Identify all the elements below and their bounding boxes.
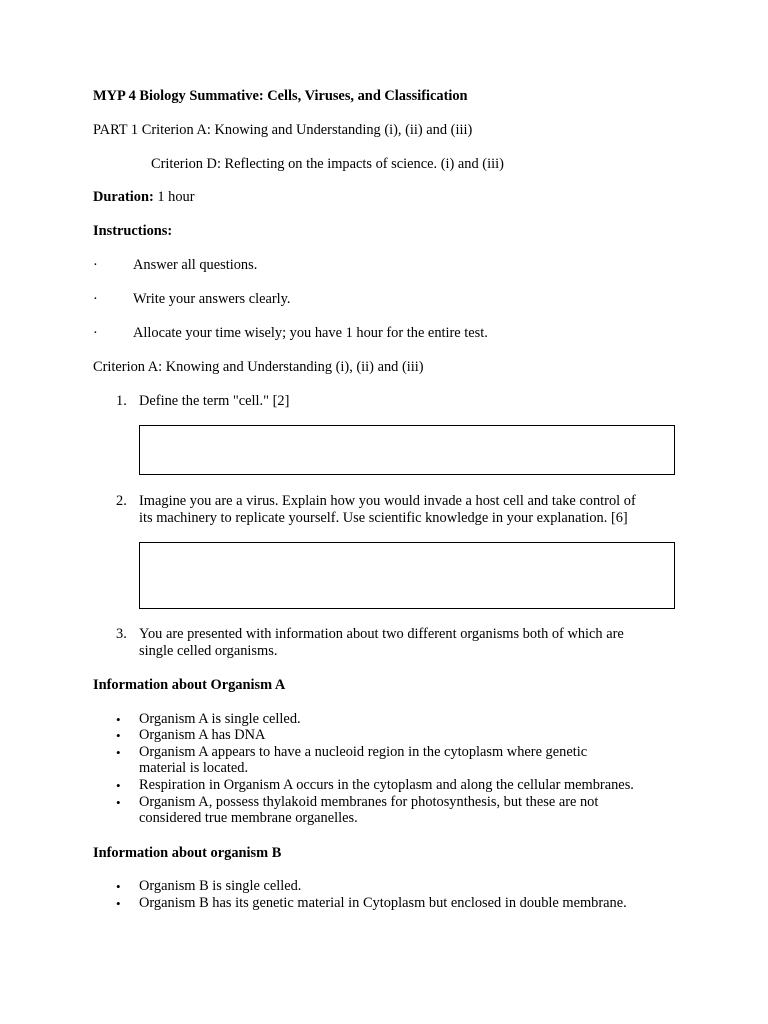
organism-a-item: Organism A, possess thylakoid membranes for photosynthesis, but these are not: [139, 794, 599, 810]
organism-a-item-continued: considered true membrane organelles.: [139, 810, 358, 826]
organism-a-item: Organism A has DNA: [139, 727, 266, 743]
question-2-text-line-1: Imagine you are a virus. Explain how you would invade a host cell and take control of: [139, 493, 636, 509]
instructions-label: Instructions:: [93, 223, 173, 239]
list-bullet: •: [116, 778, 121, 793]
question-3-text-line-1: You are presented with information about two different organisms both of which are: [139, 626, 624, 642]
question-number: 2.: [116, 493, 127, 509]
list-bullet: •: [116, 728, 121, 743]
duration-value: 1 hour: [153, 189, 195, 205]
section-a-heading: Criterion A: Knowing and Understanding (i), (ii) and (iii): [93, 359, 424, 375]
organism-b-item: Organism B is single celled.: [139, 878, 302, 894]
criterion-d-line: Criterion D: Reflecting on the impacts of science. (i) and (iii): [151, 156, 504, 172]
instruction-bullet: ·: [93, 325, 98, 341]
list-bullet: •: [116, 896, 121, 911]
instruction-item: Answer all questions.: [133, 257, 258, 273]
list-bullet: •: [116, 879, 121, 894]
question-number: 3.: [116, 626, 127, 642]
document-title: MYP 4 Biology Summative: Cells, Viruses, and Classification: [93, 88, 468, 104]
answer-box-2[interactable]: [139, 542, 675, 609]
list-bullet: •: [116, 745, 121, 760]
instruction-bullet: ·: [93, 291, 98, 307]
instruction-bullet: ·: [93, 257, 98, 273]
instruction-item: Allocate your time wisely; you have 1 hour for the entire test.: [133, 325, 488, 341]
organism-a-item: Organism A is single celled.: [139, 711, 301, 727]
organism-a-item: Respiration in Organism A occurs in the cytoplasm and along the cellular membranes.: [139, 777, 634, 793]
question-2-text-line-2: its machinery to replicate yourself. Use scientific knowledge in your explanation. [6]: [139, 510, 628, 526]
question-number: 1.: [116, 393, 127, 409]
organism-b-heading: Information about organism B: [93, 845, 282, 861]
list-bullet: •: [116, 712, 121, 727]
duration-label: Duration:: [93, 189, 154, 205]
question-1-text: Define the term "cell." [2]: [139, 393, 290, 409]
answer-box-1[interactable]: [139, 425, 675, 475]
instruction-item: Write your answers clearly.: [133, 291, 291, 307]
list-bullet: •: [116, 795, 121, 810]
organism-a-item: Organism A appears to have a nucleoid region in the cytoplasm where genetic: [139, 744, 588, 760]
organism-b-item: Organism B has its genetic material in Cytoplasm but enclosed in double membrane.: [139, 895, 627, 911]
question-3-text-line-2: single celled organisms.: [139, 643, 278, 659]
organism-a-heading: Information about Organism A: [93, 677, 286, 693]
part1-criterion-a: PART 1 Criterion A: Knowing and Understanding (i), (ii) and (iii): [93, 122, 473, 138]
duration-line: [93, 189, 195, 206]
organism-a-item-continued: material is located.: [139, 760, 249, 776]
